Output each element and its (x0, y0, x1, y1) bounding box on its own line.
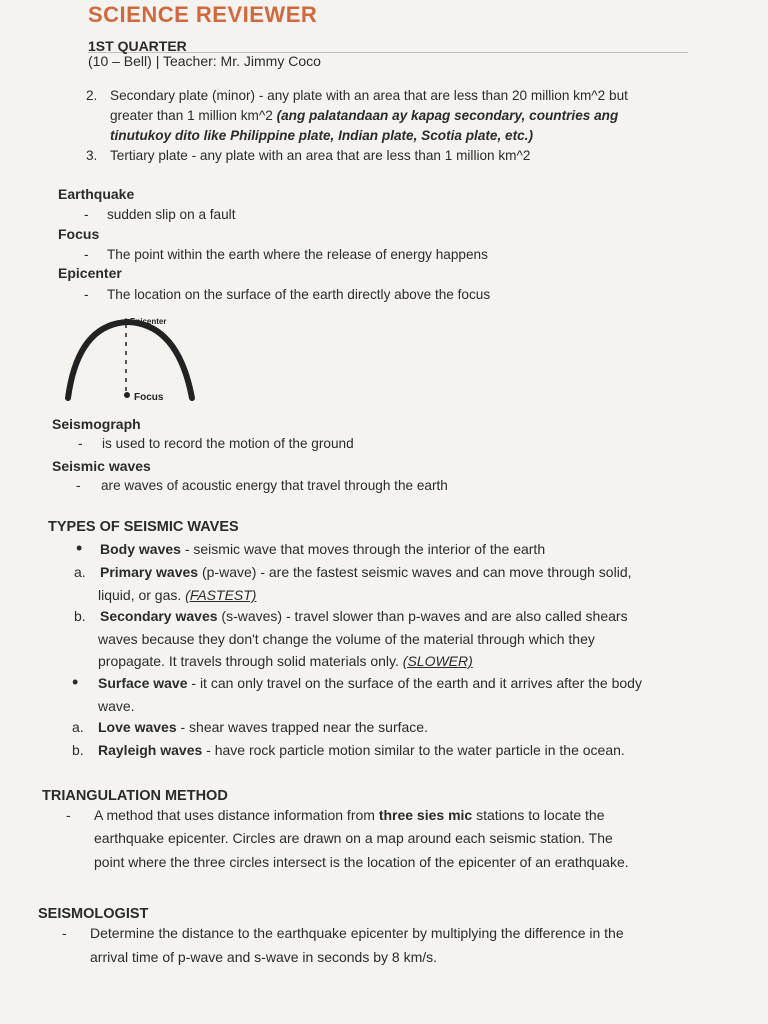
epicenter-focus-diagram (56, 312, 216, 408)
list-letter: a. (72, 719, 84, 735)
definition-text: - shear waves trapped near the surface. (176, 719, 428, 735)
definition-text: propagate. It travels through solid materials only. (98, 653, 403, 669)
triangulation-line: point where the three circles intersect is the location of the epicenter of an erathquake. (94, 854, 629, 870)
definition-text: The point within the earth where the release of energy happens (107, 247, 488, 262)
term-bold: Love waves (98, 719, 177, 735)
term-heading: Seismic waves (52, 458, 151, 474)
list-item-line: waves because they don't change the volume of the material through which they (98, 631, 595, 647)
plate-text: Secondary plate (minor) - any plate with an area that are less than 20 million km^2 but (110, 88, 628, 103)
dash-marker: - (84, 207, 89, 222)
document-title: SCIENCE REVIEWER (88, 2, 318, 27)
term-heading: Earthquake (58, 186, 135, 202)
definition-text: - have rock particle motion similar to the water particle in the ocean. (202, 742, 625, 758)
definition-text: (s-waves) - travel slower than p-waves and are also called shears (217, 608, 628, 624)
term-heading: Epicenter (58, 265, 122, 281)
paragraph-text: A method that uses distance information from (94, 807, 379, 823)
term-heading: Focus (58, 226, 100, 242)
paragraph-bold: three sies mic (378, 807, 473, 823)
definition-text: (p-wave) - are the fastest seismic waves and can move through solid, (198, 564, 632, 580)
section-heading-types: TYPES OF SEISMIC WAVES (48, 519, 239, 535)
plate-text: Tertiary plate - any plate with an area that are less than 1 million km^2 (110, 148, 531, 163)
plate-note: (ang palatandaan ay kapag secondary, countries ang (276, 108, 619, 123)
speed-tag: (FASTEST) (185, 587, 257, 603)
term-heading: Seismograph (52, 416, 141, 432)
dash-marker: - (84, 287, 89, 302)
epicenter-dot (124, 319, 129, 324)
definition-text: is used to record the motion of the ground (102, 436, 354, 451)
focus-label: Focus (134, 392, 164, 403)
term-bold: Rayleigh waves (98, 742, 203, 758)
dash-marker: - (76, 478, 81, 493)
definition-text: liquid, or gas. (98, 587, 186, 603)
class-teacher-line: (10 – Bell) | Teacher: Mr. Jimmy Coco (88, 53, 321, 69)
term-bold: Body waves (100, 541, 181, 557)
section-heading-seismologist: SEISMOLOGIST (38, 906, 149, 922)
term-bold: Surface wave (98, 675, 188, 691)
term-bold: Secondary waves (100, 608, 218, 624)
list-item-line (98, 584, 256, 606)
definition-text: The location on the surface of the earth directly above the focus (107, 287, 491, 302)
list-number: 2. (86, 88, 98, 103)
paragraph-text: Determine the distance to the earthquake epicenter by multiplying the difference in the (90, 925, 624, 941)
seismologist-line: arrival time of p-wave and s-wave in seconds by 8 km/s. (90, 949, 438, 965)
definition-text: are waves of acoustic energy that travel through the earth (101, 478, 448, 493)
definition-text: - seismic wave that moves through the interior of the earth (180, 541, 546, 557)
dash-marker: - (66, 807, 71, 823)
bullet-marker: • (76, 538, 83, 558)
bullet-marker: • (72, 672, 79, 692)
list-item-line: wave. (98, 698, 135, 714)
list-letter: b. (74, 608, 86, 624)
list-item-line (98, 650, 473, 672)
epicenter-label: Epicenter (130, 317, 167, 326)
dash-marker: - (84, 247, 89, 262)
definition-text: - it can only travel on the surface of the earth and it arrives after the body (187, 675, 642, 691)
list-letter: a. (74, 564, 86, 580)
plate-note-line: tinutukoy dito like Philippine plate, Indian plate, Scotia plate, etc.) (110, 128, 533, 143)
dash-marker: - (78, 436, 83, 451)
list-item-line (110, 106, 618, 126)
term-bold: Primary waves (100, 564, 199, 580)
list-letter: b. (72, 742, 84, 758)
quarter-label: 1ST QUARTER (88, 38, 187, 54)
dash-marker: - (62, 925, 67, 941)
focus-dot (124, 392, 130, 398)
list-number: 3. (86, 148, 98, 163)
earth-surface-arc (68, 322, 192, 398)
speed-tag: (SLOWER) (402, 653, 473, 669)
plate-text: greater than 1 million km^2 (110, 108, 277, 123)
triangulation-line: earthquake epicenter. Circles are drawn on a map around each seismic station. The (94, 830, 613, 846)
section-heading-triangulation: TRIANGULATION METHOD (42, 788, 228, 804)
definition-text: sudden slip on a fault (107, 207, 236, 222)
paragraph-text: stations to locate the (472, 807, 605, 823)
